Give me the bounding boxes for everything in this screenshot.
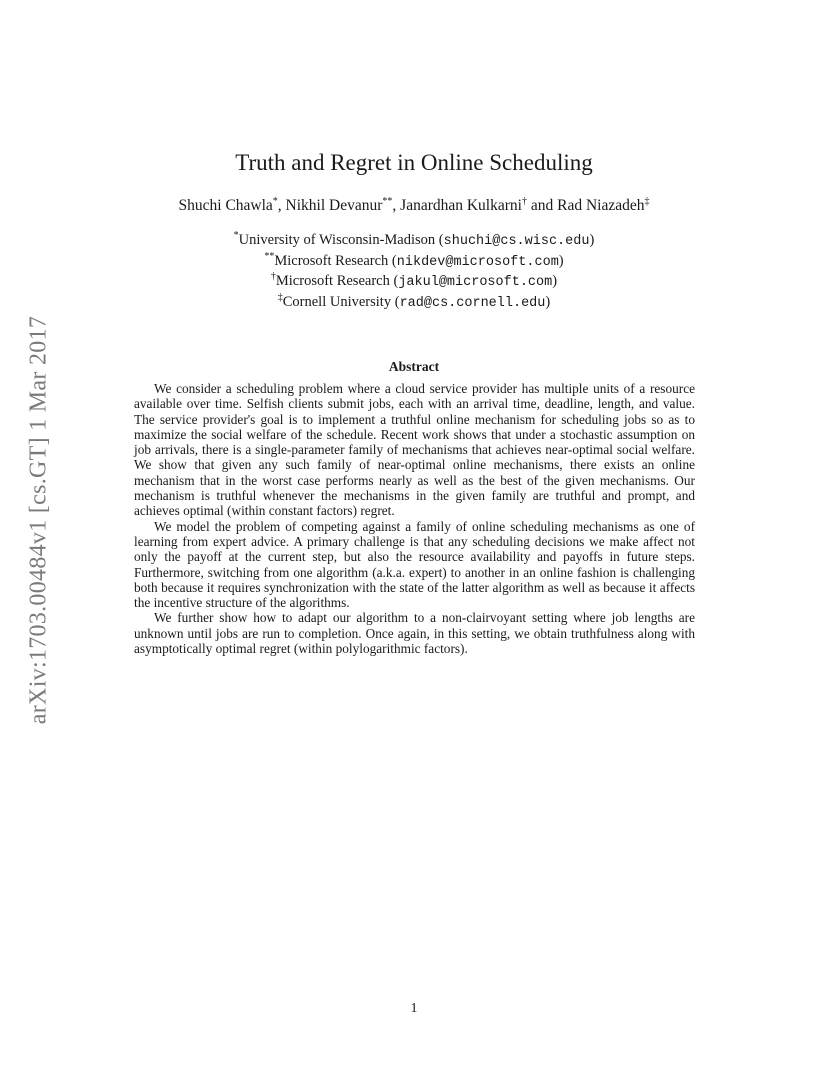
author-separator: , [277, 197, 286, 214]
abstract-paragraph: We model the problem of competing against a family of online scheduling mechanisms as one of learning from expert advice. A primary challenge is that any scheduling decisions we make affect not only the payoff at the current step, but also the resource availability and payoffs in future steps. Furthermore, switching from one algorithm (a.k.a. expert) to another in an online fashion is challenging both because it requires synchronization with the state of the latter algorithm as well as because it affects the incentive structure of the algorithms. [134, 518, 695, 611]
affiliation-email: nikdev@microsoft.com [396, 254, 559, 270]
author-list [0, 197, 828, 215]
author-mark: ** [382, 195, 393, 207]
abstract-paragraph: We further show how to adapt our algorithm to a non-clairvoyant setting where job lengths are unknown until jobs are run to completion. Once again, in this setting, we obtain truthfulness along with asymptotically optimal regret (within polylogarithmic factors). [134, 610, 695, 657]
affiliation-list [0, 231, 828, 313]
affiliation-line: **Microsoft Research (nikdev@microsoft.com) [264, 250, 564, 270]
author-name: Shuchi Chawla [178, 197, 273, 214]
abstract-heading: Abstract [388, 359, 440, 374]
author-mark: ‡ [644, 195, 650, 207]
affiliation-org: Cornell University [282, 293, 392, 310]
abstract-body [134, 381, 695, 656]
author-separator: , [392, 197, 401, 214]
affiliation-line: ‡Cornell University (rad@cs.cornell.edu) [277, 291, 551, 311]
affiliation-org: University of Wisconsin-Madison [238, 232, 436, 248]
abstract-paragraph: We consider a scheduling problem where a cloud service provider has multiple units of a resource available over time. Selfish clients submit jobs, each with an arrival time, deadline, length, and value. The service provider's goal is to implement a truthful online mechanism for scheduling jobs so as to maximize the social welfare of the schedule. Recent work shows that under a stochastic assumption on job arrivals, there is a single-parameter family of mechanisms that achieves near-optimal social welfare. We show that given any such family of near-optimal online mechanisms, there exists an online mechanism that in the worst case performs nearly as well as the best of the given mechanisms. Our mechanism is truthful whenever the mechanisms in the given family are truthful and prompt, and achieves optimal (within constant factors) regret. [134, 381, 695, 519]
affiliation-email: shuchi@cs.wisc.edu [443, 234, 590, 249]
page-number: 1 [410, 1001, 418, 1016]
author-separator: and [526, 197, 558, 214]
author-mark: † [521, 195, 527, 207]
affiliation-mark: † [270, 271, 276, 283]
affiliation-org: Microsoft Research [274, 252, 389, 269]
affiliation-line: *University of Wisconsin-Madison (shuchi@cs.wisc.edu) [233, 230, 595, 249]
affiliation-email: jakul@microsoft.com [398, 275, 553, 290]
affiliation-org: Microsoft Research [275, 273, 390, 289]
affiliation-mark: * [233, 230, 239, 242]
author-name: Janardhan Kulkarni [400, 197, 522, 214]
author-name: Nikhil Devanur [285, 197, 383, 214]
paper-title: Truth and Regret in Online Scheduling [235, 150, 593, 175]
author-name: Rad Niazadeh [557, 197, 645, 214]
arxiv-identifier: arXiv:1703.00484v1 [cs.GT] 1 Mar 2017 [25, 315, 52, 725]
affiliation-mark: ‡ [277, 291, 283, 303]
affiliation-email: rad@cs.cornell.edu [399, 295, 546, 311]
affiliation-mark: ** [264, 250, 275, 262]
author-mark: * [272, 195, 278, 207]
affiliation-line: †Microsoft Research (jakul@microsoft.com) [270, 271, 558, 290]
